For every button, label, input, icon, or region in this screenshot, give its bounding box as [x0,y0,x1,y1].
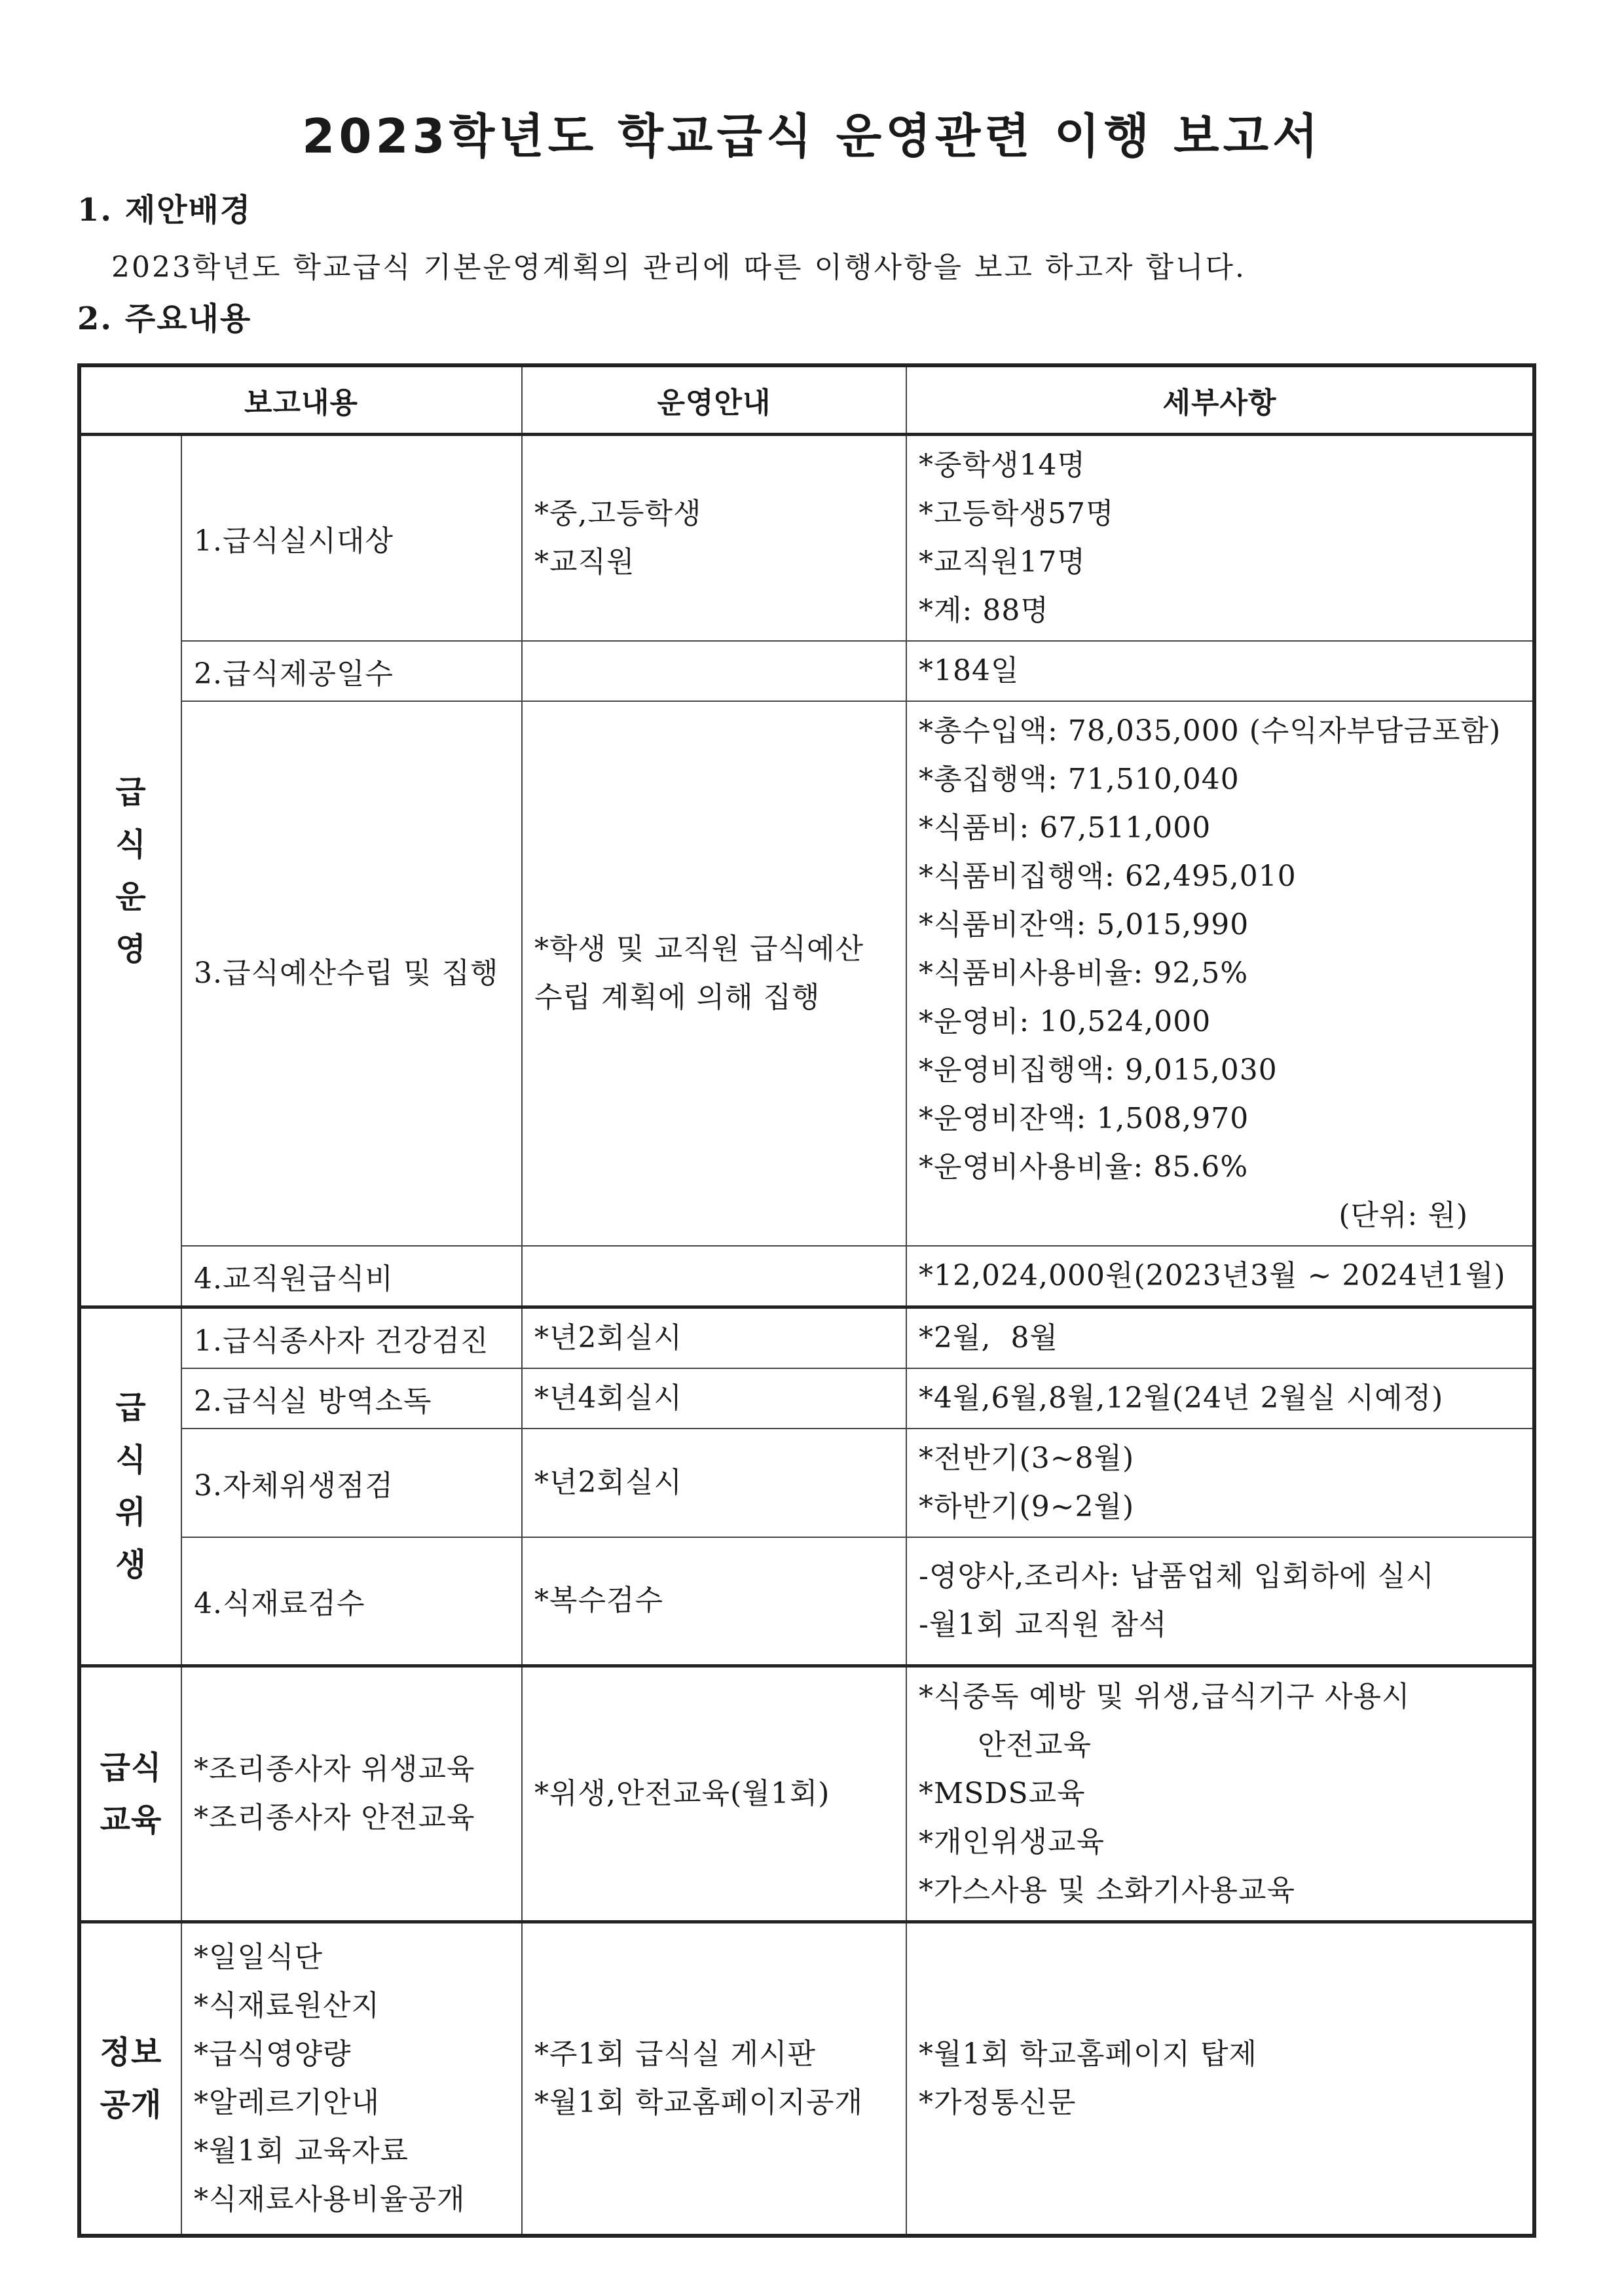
category-meal-operation: 급 식 운 영 [79,435,181,1307]
report-item: 1.급식종사자 건강검진 [181,1307,522,1369]
unit-label: (단위: 원) [1338,1199,1469,1232]
report-table [77,363,1536,2238]
details-cell: *12,024,000원(2023년3월 ~ 2024년1월) [906,1246,1534,1307]
report-item: 2.급식실 방역소독 [181,1368,522,1429]
details-cell: *중학생14명 *고등학생57명 *교직원17명 *계: 88명 [906,435,1534,642]
report-item: 3.자체위생점검 [181,1429,522,1537]
header-details: 세부사항 [906,365,1534,435]
report-item: 3.급식예산수립 및 집행 [181,701,522,1246]
details-cell: *4월,6월,8월,12월(24년 2월실 시예정) [906,1368,1534,1429]
guide-cell: *복수검수 [522,1537,906,1666]
section1-heading: 1. 제안배경 [77,192,252,228]
document-title: 2023학년도 학교급식 운영관련 이행 보고서 [302,109,1322,164]
report-item: 2.급식제공일수 [181,641,522,701]
details-cell: -영양사,조리사: 납품업체 입회하에 실시 -월1회 교직원 참석 [906,1537,1534,1666]
table-row [79,641,1534,701]
table-row [79,435,1534,642]
details-cell: *전반기(3~8월) *하반기(9~2월) [906,1429,1534,1537]
details-cell: *184일 [906,641,1534,701]
guide-cell: *학생 및 교직원 급식예산 수립 계획에 의해 집행 [522,701,906,1246]
guide-cell [522,641,906,701]
table-row [79,1922,1534,2236]
details-cell: *2월, 8월 [906,1307,1534,1369]
section2-heading: 2. 주요내용 [77,301,252,337]
guide-cell: *년2회실시 [522,1429,906,1537]
report-item: *일일식단 *식재료원산지 *급식영양량 *알레르기안내 *월1회 교육자료 *식재료사용비율공개 [181,1922,522,2236]
category-meal-education: 급식 교육 [79,1666,181,1922]
table-row [79,1537,1534,1666]
section1-text: 2023학년도 학교급식 기본운영계획의 관리에 따른 이행사항을 보고 하고자 합니다. [111,251,1246,284]
table-row [79,1246,1534,1307]
category-info-disclosure: 정보 공개 [79,1922,181,2236]
report-item: 1.급식실시대상 [181,435,522,642]
table-header-row [79,365,1534,435]
report-item: 4.식재료검수 [181,1537,522,1666]
report-item: *조리종사자 위생교육 *조리종사자 안전교육 [181,1666,522,1922]
table-row [79,1368,1534,1429]
category-meal-hygiene: 급 식 위 생 [79,1307,181,1666]
guide-cell: *위생,안전교육(월1회) [522,1666,906,1922]
guide-cell: *년2회실시 [522,1307,906,1369]
guide-cell: *중,고등학생 *교직원 [522,435,906,642]
guide-cell: *주1회 급식실 게시판 *월1회 학교홈페이지공개 [522,1922,906,2236]
table-row [79,1307,1534,1369]
details-cell: *식중독 예방 및 위생,급식기구 사용시 안전교육 *MSDS교육 *개인위생교육 *가스사용 및 소화기사용교육 [906,1666,1534,1922]
table-row [79,701,1534,1246]
table-row [79,1429,1534,1537]
guide-cell [522,1246,906,1307]
report-item: 4.교직원급식비 [181,1246,522,1307]
details-cell: *월1회 학교홈페이지 탑제 *가정통신문 [906,1922,1534,2236]
details-cell: *총수입액: 78,035,000 (수익자부담금포함) *총집행액: 71,510,040 *식품비: 67,511,000 *식품비집행액: 62,495,010 *식품비잔액: 5,015,990 *식품비사용비율: 92,5% *운영비: 10,524,000 *운영비집행액: 9,015,030 *운영비잔액: 1,508,970 *운영비사용비율: 85.6% (단위: 원) [906,701,1534,1246]
header-operation-guide: 운영안내 [522,365,906,435]
guide-cell: *년4회실시 [522,1368,906,1429]
table-row [79,1666,1534,1922]
header-report-content: 보고내용 [79,365,522,435]
